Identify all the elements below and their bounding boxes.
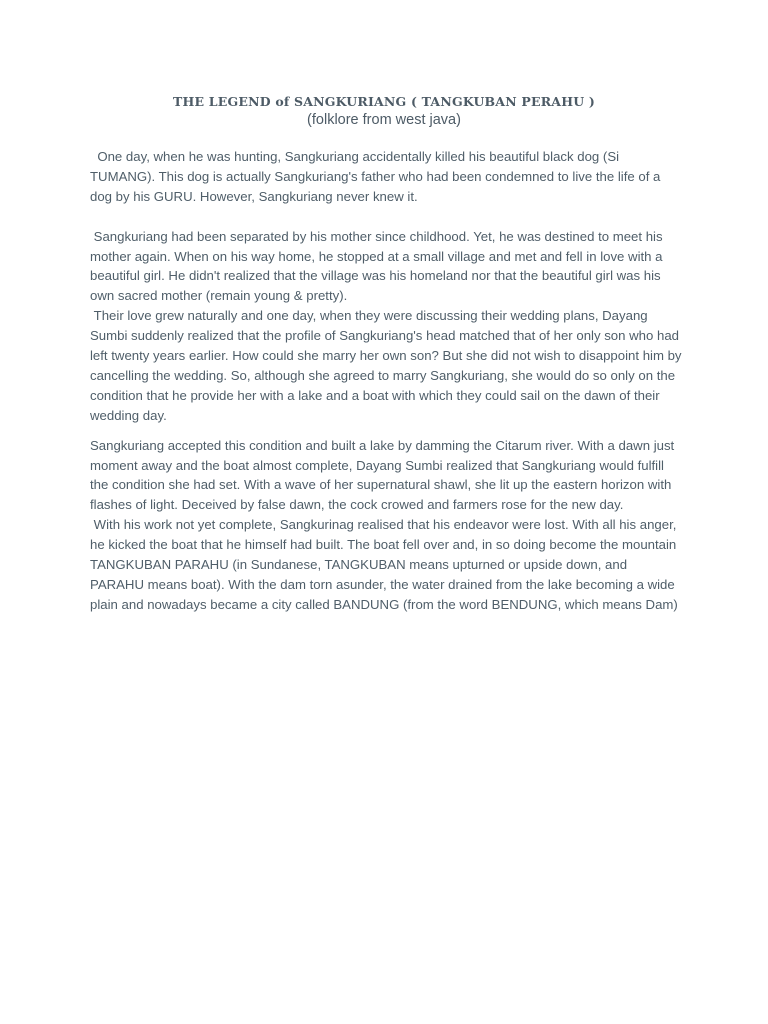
- paragraph-2: Sangkuriang had been separated by his mother since childhood. Yet, he was destined to meet his mother again. When on his way home, he stopped at a small village and met and fell in love with a beautiful girl. He didn't realized that the village was his homeland nor that the beautiful girl was his own sacred mother (remain young & pretty).: [90, 228, 667, 304]
- document-body: [90, 147, 686, 615]
- page-title: THE LEGEND of SANGKURIANG ( TANGKUBAN PERAHU ): [173, 94, 595, 109]
- paragraph-5: With his work not yet complete, Sangkurinag realised that his endeavor were lost. With all his anger, he kicked the boat that he himself had built. The boat fell over and, in so doing become the mountain TANGKUBAN PARAHU (in Sundanese, TANGKUBAN means upturned or upside down, and PARAHU means boat). With the dam torn asunder, the water drained from the lake becoming a wide plain and nowadays became a city called BANDUNG (from the word BENDUNG, which means Dam): [90, 517, 681, 612]
- paragraph-spacer: [90, 426, 682, 436]
- paragraph-spacer: [90, 207, 682, 227]
- paragraph-4: Sangkuriang accepted this condition and built a lake by damming the Citarum river. With a dawn just moment away and the boat almost complete, Dayang Sumbi realized that Sangkuriang would fulfill the condition she had set. With a wave of her supernatural shawl, she lit up the eastern horizon with flashes of light. Deceived by false dawn, the cock crowed and farmers rose for the new day.: [90, 437, 678, 513]
- paragraph-1: One day, when he was hunting, Sangkuriang accidentally killed his beautiful black dog (Si TUMANG). This dog is actually Sangkuriang's father who had been condemned to live the life of a dog by his GURU. However, Sangkuriang never knew it.: [90, 149, 665, 204]
- paragraph-3: Their love grew naturally and one day, when they were discussing their wedding plans, Dayang Sumbi suddenly realized that the profile of Sangkuriang's head matched that of her only son who had left twenty years earlier. How could she marry her own son? But she did not wish to disappoint him by cancelling the wedding. So, although she agreed to marry Sangkuriang, she would do so only on the condition that he provide her with a lake and a boat with which they could sail on the dawn of their wedding day.: [90, 308, 686, 423]
- page-subtitle: (folklore from west java): [307, 112, 461, 128]
- title-block: [0, 93, 768, 129]
